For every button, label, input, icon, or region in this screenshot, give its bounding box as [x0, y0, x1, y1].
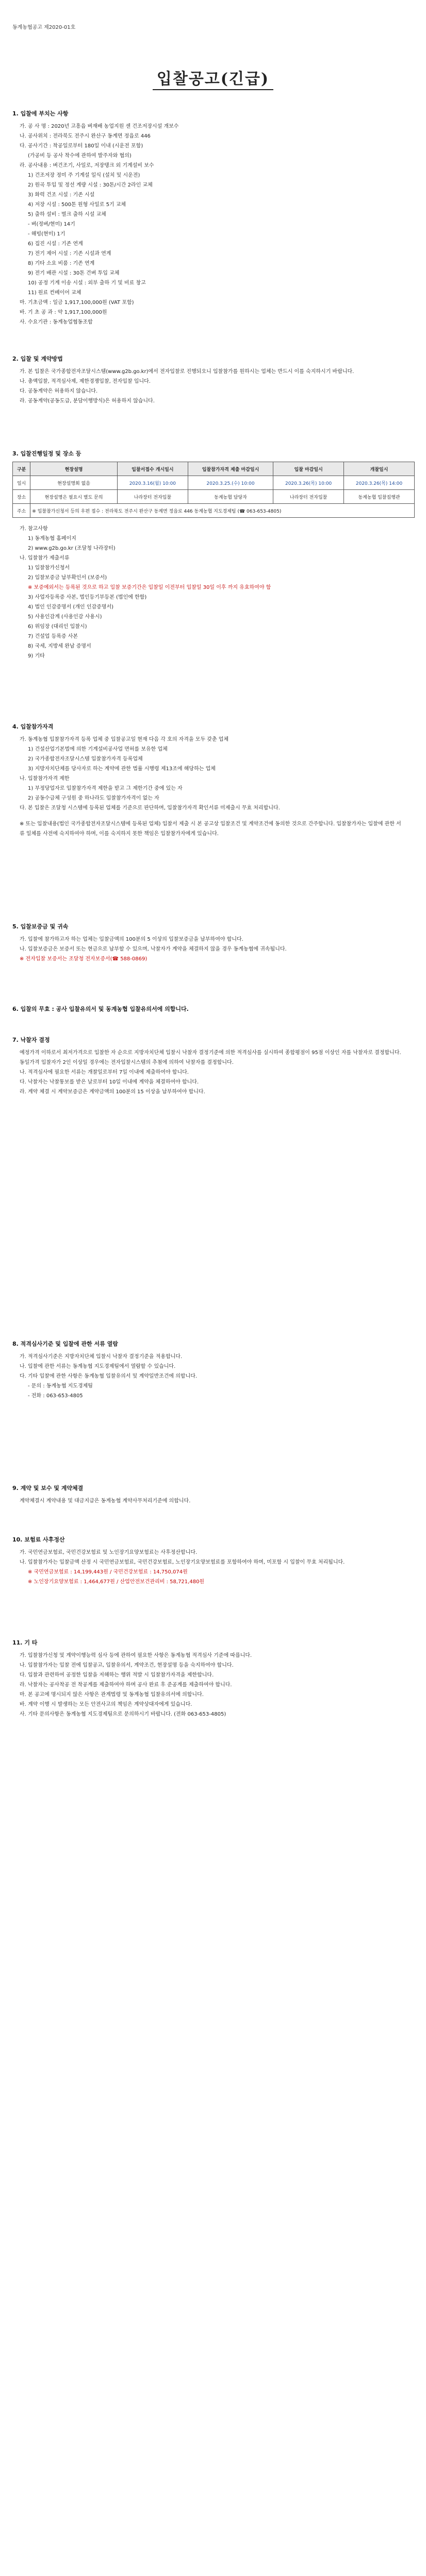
- section-10-lines: [12, 1548, 404, 1587]
- text-line: 3) 지방자치단체를 당사자로 하는 계약에 관한 법률 시행령 제13조에 해당하는 업체: [28, 766, 216, 772]
- section-5-heading: 5. 입찰보증금 및 귀속: [12, 923, 69, 930]
- text-line: 6) 위임장 (대리인 입찰시): [28, 624, 87, 630]
- text-line: 2) 공동수급체 구성원 중 하나라도 입찰참가자격이 없는 자: [28, 795, 159, 801]
- text-line: 나. 적격심사에 필요한 서류는 개찰일로부터 7일 이내에 제출하여야 합니다.: [20, 1070, 189, 1075]
- schedule-header-cell: 현장설명: [30, 462, 118, 476]
- section-8: [12, 1340, 404, 1401]
- text-line: - 벼(정벼/현미) 14기: [28, 222, 75, 227]
- text-line: 사. 기타 문의사항은 동계농협 지도경제팀으로 문의하시기 바랍니다. (전화 063-653-4805): [20, 1711, 226, 1717]
- table-cell: 2020.3.26(목) 14:00: [344, 476, 415, 490]
- text-line: 2) 국가종합전자조달시스템 입찰참가자격 등록업체: [28, 756, 143, 762]
- section-6: [12, 1005, 404, 1017]
- section-8-heading: 8. 적격심사기준 및 입찰에 관한 서류 열람: [12, 1341, 118, 1347]
- text-line: 가. 동계농협 입찰참가자격 등록 업체 중 입찰공고일 현재 다음 각 호의 자격을 모두 갖춘 업체: [20, 737, 229, 742]
- text-line: 가. 국민연금보험료, 국민건강보험료 및 노인장기요양보험료는 사후정산합니다.: [20, 1550, 198, 1555]
- table-cell: 2020.3.25.(수) 10:00: [188, 476, 273, 490]
- section-7-text: 예정가격 이하로서 최저가격으로 입찰한 자 순으로 지방자치단체 입찰시 낙찰자 결정기준에 의한 적격심사를 실시하여 종합평점이 95점 이상인 자를 낙찰자로 결정합니다. 동일가격 입찰자가 2인 이상일 경우에는 전자입찰시스템의 추첨에 의하여 낙찰자를 결정합니다.: [20, 1050, 401, 1065]
- text-line: 다. 공동계약은 허용하지 않습니다.: [20, 388, 98, 394]
- text-line: 다. 기타 입찰에 관한 사항은 동계농협 입찰유의서 및 계약일반조건에 의합니다.: [20, 1374, 198, 1379]
- section-7-heading: 7. 낙찰자 결정: [12, 1037, 50, 1043]
- section-5-lines: [12, 935, 404, 964]
- text-line: 가. 적격심사기준은 지방자치단체 입찰시 낙찰자 결정기준을 적용합니다.: [20, 1354, 183, 1360]
- text-line: 계약체결시 계약내용 및 대금지급은 동계농협 계약사무처리기준에 의합니다.: [20, 1498, 191, 1504]
- table-cell: 현장설명은 필요시 별도 문의: [30, 490, 118, 504]
- text-line: 1) 건조저장 정미 주 기계설 일식 (설치 및 시운전): [28, 173, 140, 178]
- text-line: 바. 기 초 공 과 : 약 1,917,100,000원: [20, 310, 107, 315]
- text-line: 3) 화력 건조 시설 : 기존 시설: [28, 192, 95, 198]
- section-7-lines: [12, 1067, 404, 1097]
- text-line: 나. 입찰참가 제출서류: [20, 555, 70, 561]
- text-line: (가공비 등 공사 착수에 관하여 발주자와 협의): [28, 153, 132, 159]
- section-8-lines: [12, 1352, 404, 1401]
- section-5: [12, 922, 404, 964]
- section-2-text: 가. 본 입찰은 국가종합전자조달시스템(www.g2b.go.kr)에서 전자입찰로 진행되오니 입찰참가를 원하시는 업체는 반드시 이를 숙지하시기 바랍니다.: [20, 369, 354, 375]
- schedule-table: [12, 462, 415, 518]
- text-line: 가. 입찰에 참가하고자 하는 업체는 입찰금액의 100분의 5 이상의 입찰보증금을 납부하여야 합니다.: [20, 937, 243, 942]
- text-line: 2) www.g2b.go.kr (조달청 나라장터): [28, 546, 116, 551]
- text-line: 2) 원곡 투입 및 정선 계량 시설 : 30톤/시간 2라인 교체: [28, 182, 153, 188]
- section-4: [12, 722, 404, 839]
- page-title-text: 입찰공고(긴급): [153, 70, 273, 90]
- section-10: [12, 1535, 404, 1587]
- text-line: 5) 출하 설비 : 벌크 출하 시설 교체: [28, 212, 106, 217]
- text-line: 다. 입찰과 관련하여 공정한 입찰을 저해하는 행위 적발 시 입찰참가자격을 제한합니다.: [20, 1672, 214, 1678]
- text-line: 마. 기초금액 : 일금 1,917,100,000원 (VAT 포함): [20, 300, 134, 306]
- table-note-cell: ※ 입찰참가신청서 등의 우편 접수 : 전라북도 전주시 완산구 동계면 정읍로 446 동계농협 지도경제팀 (☎ 063-653-4805): [30, 504, 415, 518]
- section-11-lines: [12, 1651, 404, 1719]
- table-row: [13, 504, 415, 518]
- document-number: 동계농협공고 제2020-01호: [12, 25, 76, 30]
- text-line: - 문의 : 동계농협 지도경제팀: [28, 1383, 93, 1389]
- table-cell: 동계농협 담당자: [188, 490, 273, 504]
- section-6-heading: 6. 입찰의 무효 : 공사 입찰유의서 및 동계농협 입찰유의서에 의합니다.: [12, 1006, 189, 1012]
- text-line: 라. 공사내용 : 벼건조기, 사일로, 저장탱크 외 기계설비 보수: [20, 163, 154, 168]
- text-line: 나. 입찰보증금은 보증서 또는 현금으로 납부할 수 있으며, 낙찰자가 계약을 체결하지 않을 경우 동계농협에 귀속됩니다.: [20, 946, 287, 952]
- text-line: 다. 낙찰자는 낙찰통보를 받은 날로부터 10일 이내에 계약을 체결하여야 합니다.: [20, 1079, 199, 1085]
- text-line: 1) 입찰참가신청서: [28, 565, 70, 571]
- section-4-lines: [12, 735, 404, 813]
- text-line: 8) 기타 소요 비품 : 기존 연계: [28, 261, 95, 266]
- section-1: [12, 109, 404, 327]
- text-line: 다. 본 입찰은 조달청 시스템에 등록된 업체를 기준으로 판단하며, 입찰참가자격 확인서류 미제출시 무효 처리합니다.: [20, 805, 280, 811]
- text-line: 라. 공동계약(공동도급, 분담이행방식)은 허용하지 않습니다.: [20, 398, 155, 404]
- section-9-lines: [12, 1496, 404, 1506]
- section-1-lines: [12, 122, 404, 327]
- text-line: 나. 입찰에 관한 서류는 동계농협 지도경제팀에서 열람할 수 있습니다.: [20, 1364, 176, 1369]
- section-3-notes: [12, 524, 404, 661]
- text-line: - 해빙(현미) 1기: [28, 231, 65, 237]
- text-line: 나. 입찰참가자는 입찰금액 산정 시 국민연금보험료, 국민건강보험료, 노인장기요양보험료를 포함하여야 하며, 미포함 시 입찰이 무효 처리됩니다.: [20, 1560, 345, 1565]
- table-cell: 동계농협 입찰집행관: [344, 490, 415, 504]
- text-line: ※ 노인장기요양보험료 : 1,464,677원 / 산업안전보건관리비 : 58,721,480원: [28, 1579, 205, 1585]
- schedule-header-cell: 입찰 마감일시: [273, 462, 344, 476]
- text-line: 5) 사용인감계 (사용인감 사용시): [28, 614, 102, 620]
- table-row: [13, 490, 415, 504]
- text-line: 나. 입찰참가자격 제한: [20, 776, 70, 782]
- text-line: 3) 사업자등록증 사본, 법인등기부등본 (법인에 한함): [28, 595, 147, 600]
- text-line: 10) 공정 기계 이송 시설 : 외부 출하 기 및 비료 창고: [28, 280, 146, 286]
- section-11: [12, 1638, 404, 1719]
- text-line: 라. 낙찰자는 공사착공 전 착공계를 제출하여야 하며 공사 완료 후 준공계를 제출하여야 합니다.: [20, 1682, 232, 1688]
- text-line: 가. 참고사항: [20, 526, 48, 532]
- section-2-heading: 2. 입찰 및 계약방법: [12, 355, 63, 362]
- text-line: 7) 건설업 등록증 사본: [28, 634, 78, 639]
- section-1-heading: 1. 입찰에 부치는 사항: [12, 110, 69, 117]
- section-10-heading: 10. 보험료 사후정산: [12, 1536, 65, 1543]
- text-line: 1) 건설산업기본법에 의한 기계설비공사업 면허를 보유한 업체: [28, 747, 168, 752]
- text-line: 8) 국세, 지방세 완납 증명서: [28, 643, 91, 649]
- text-line: 다. 공사기간 : 착공일로부터 180일 이내 (시운전 포함): [20, 143, 143, 149]
- text-line: 가. 공 사 명 : 2020년 고흥읍 벼재배 농업지원 센 건조저장시설 개보수: [20, 124, 179, 129]
- text-line: 1) 동계농협 홈페이지: [28, 536, 76, 541]
- table-cell: 주소: [13, 504, 30, 518]
- text-line: 가. 입찰참가신청 및 계약이행능력 심사 등에 관하여 필요한 사항은 동계농협 적격심사 기준에 따릅니다.: [20, 1653, 252, 1658]
- text-line: 나. 입찰참가자는 입찰 전에 입찰공고, 입찰유의서, 계약조건, 현장설명 등을 숙지하여야 합니다.: [20, 1663, 234, 1668]
- section-2-lines: [12, 377, 404, 406]
- text-line: 라. 계약 체결 시 계약보증금은 계약금액의 100분의 15 이상을 납부하여야 합니다.: [20, 1089, 205, 1095]
- table-cell: 현장설명회 없음: [30, 476, 118, 490]
- page-title: [0, 66, 426, 89]
- text-line: ※ 보증예외서는 등록된 것으로 하고 입찰 보증기간은 입찰일 이전부터 입찰일 30일 이후 까지 유효하여야 함: [28, 585, 271, 590]
- text-line: 바. 계약 이행 시 발생하는 모든 안전사고의 책임은 계약상대자에게 있습니다.: [20, 1702, 192, 1707]
- text-line: - 전화 : 063-653-4805: [28, 1393, 83, 1399]
- table-cell: 나라장터 전자입찰: [273, 490, 344, 504]
- section-4-heading: 4. 입찰참가자격: [12, 723, 54, 730]
- text-line: 2) 입찰보증금 납부확인서 (보증서): [28, 575, 107, 581]
- text-line: 11) 원료 컨베이어 교체: [28, 290, 81, 296]
- section-3: [12, 449, 404, 661]
- text-line: 나. 총액입찰, 적격심사제, 제한경쟁입찰, 전자입찰 입니다.: [20, 379, 151, 384]
- text-line: 9) 기타: [28, 653, 45, 659]
- section-9-heading: 9. 계약 및 보수 및 계약체결: [12, 1485, 84, 1492]
- text-line: 7) 전기 제어 시설 : 기존 시설과 연계: [28, 251, 111, 257]
- section-2: [12, 354, 404, 406]
- table-cell: 2020.3.26(목) 10:00: [273, 476, 344, 490]
- text-line: 4) 저장 시설 : 500톤 원형 사일로 5기 교체: [28, 202, 126, 208]
- text-line: 4) 법인 인감증명서 (개인 인감증명서): [28, 604, 114, 610]
- schedule-header-cell: 구분: [13, 462, 30, 476]
- table-cell: 장소: [13, 490, 30, 504]
- text-line: 6) 집진 시설 : 기존 연계: [28, 241, 83, 247]
- text-line: 마. 본 공고에 명시되지 않은 사항은 관계법령 및 동계농협 입찰유의서에 의합니다.: [20, 1692, 204, 1698]
- section-7: [12, 1036, 404, 1097]
- text-line: ※ 국민연금보험료 : 14,199,443원 / 국민건강보험료 : 14,750,074원: [28, 1569, 188, 1575]
- schedule-header-cell: 개찰일시: [344, 462, 415, 476]
- schedule-header-cell: 입찰서접수 개시일시: [117, 462, 188, 476]
- schedule-header-cell: 입찰참가자격 제출 마감일시: [188, 462, 273, 476]
- text-line: 사. 수요기관 : 동계농업협동조합: [20, 319, 93, 325]
- text-line: 1) 부정당업자로 입찰참가자격 제한을 받고 그 제한기간 중에 있는 자: [28, 786, 183, 791]
- table-row: [13, 476, 415, 490]
- text-line: 나. 공사위치 : 전라북도 전주시 완산구 동계면 정읍로 446: [20, 133, 151, 139]
- table-cell: 2020.3.16(월) 10:00: [117, 476, 188, 490]
- text-line: ※ 전자입찰 보증서는 조달청 전자보증서(☎ 588-0869): [20, 956, 148, 962]
- section-9: [12, 1484, 404, 1506]
- schedule-header-row: [13, 462, 415, 476]
- table-cell: 일시: [13, 476, 30, 490]
- text-line: 9) 전기 배관 시설 : 30톤 건벼 투입 교체: [28, 270, 120, 276]
- section-3-heading: 3. 입찰진행일정 및 장소 등: [12, 450, 81, 457]
- section-4-note: ※ 또는 입찰내용(법인 국가종합전자조달시스템에 등록된 업체) 입찰서 제출 시 본 공고상 입찰조건 및 계약조건에 동의한 것으로 간주합니다. 입찰참가자는 입찰에 관한 서류 일체를 사전에 숙지하여야 하며, 이를 숙지하지 못한 책임은 입찰참가자에게 있습니다.: [20, 821, 401, 837]
- table-cell: 나라장터 전자입찰: [117, 490, 188, 504]
- section-11-heading: 11. 기 타: [12, 1639, 38, 1646]
